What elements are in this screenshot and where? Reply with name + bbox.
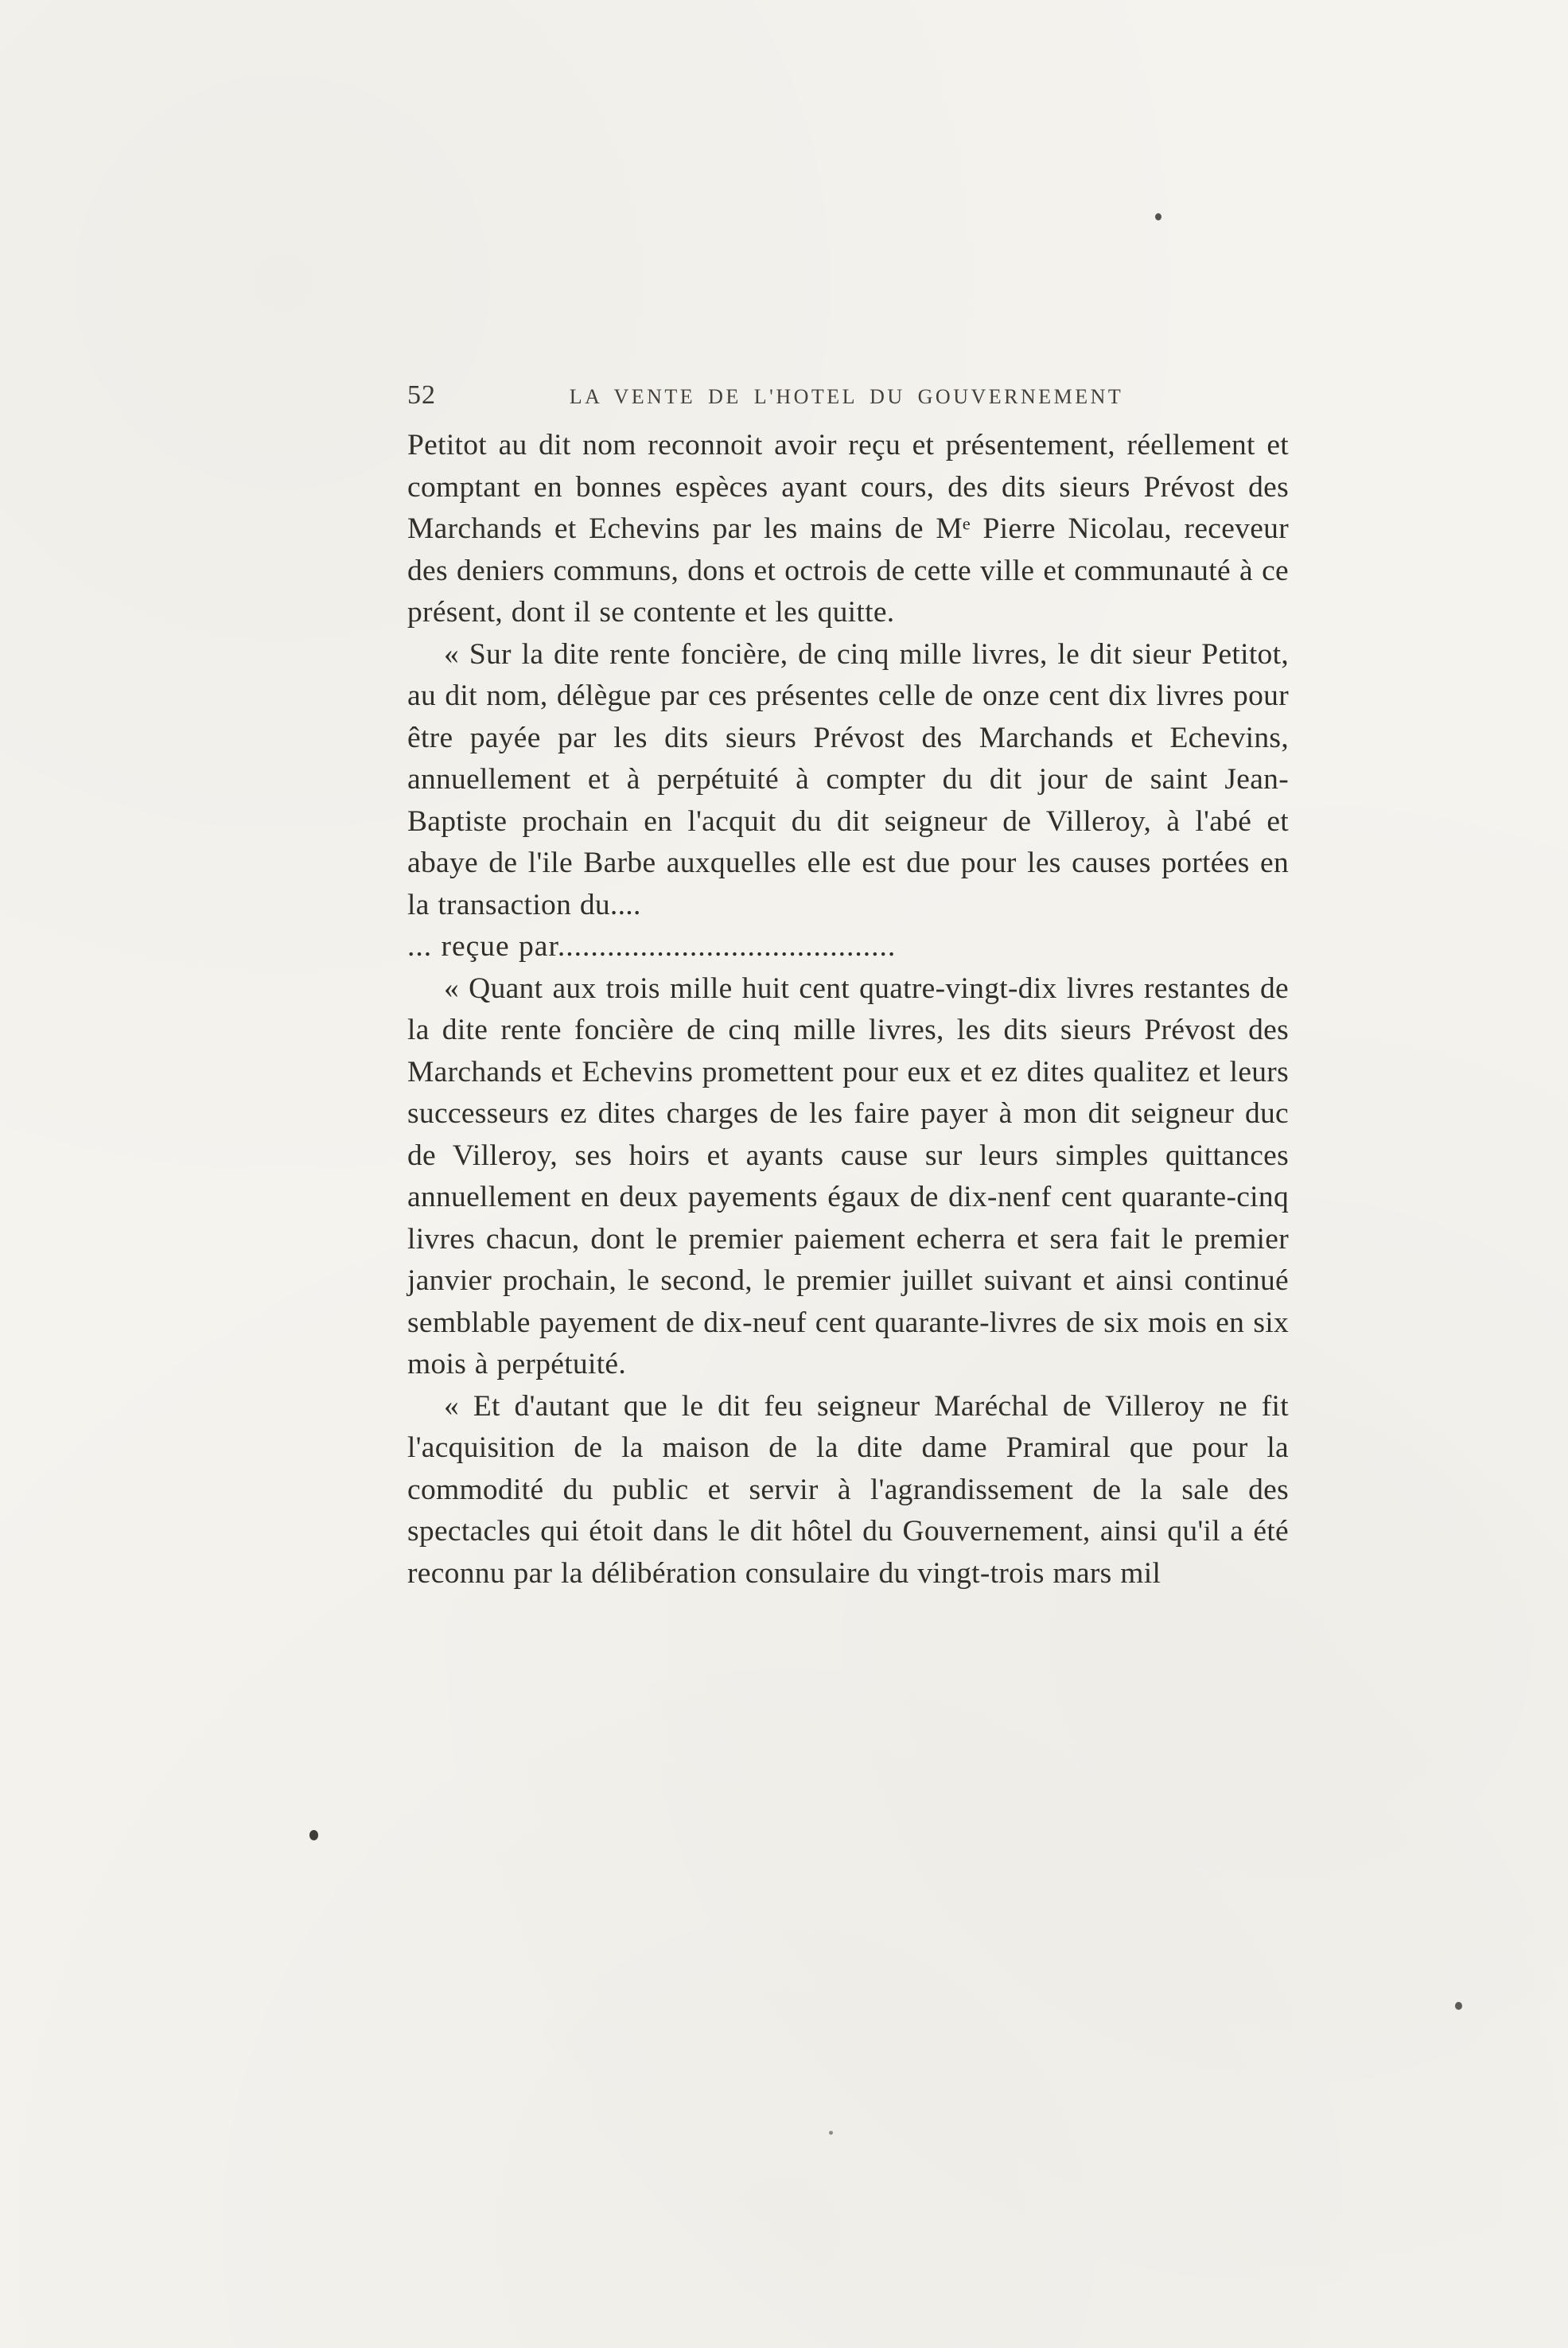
- ink-speck: [309, 1830, 318, 1840]
- ink-speck: [829, 2131, 833, 2135]
- paragraph: « Sur la dite rente foncière, de cinq mille livres, le dit sieur Petitot, au dit nom, délègue par ces présentes celle de onze cent dix livres pour être payée par les dits sieurs Prévost des Marchands et Echevins, annuellement et à perpétuité à compter du dit jour de saint Jean-Baptiste prochain en l'acquit du dit seigneur de Villeroy, à l'abé et abaye de l'ile Barbe auxquelles elle est due pour les causes portées en la transaction du....: [407, 637, 1289, 921]
- paragraph: « Quant aux trois mille huit cent quatre-vingt-dix livres restantes de la dite rente foncière de cinq mille livres, les dits sieurs Prévost des Marchands et Echevins promettent pour eux et ez dites qualitez et leurs successeurs ez dites charges de les faire payer à mon dit seigneur duc de Villeroy, ses hoirs et ayants cause sur leurs simples quittances annuellement en deux payements égaux de dix-nenf cent quarante-cinq livres chacun, dont le premier paiement echerra et sera fait le premier janvier prochain, le second, le premier juillet suivant et ainsi continué semblable payement de dix-neuf cent quarante-livres de six mois en six mois à perpétuité.: [407, 972, 1289, 1380]
- paragraph-ellipsis-line: ... reçue par.........................................: [407, 930, 897, 963]
- page-number: 52: [407, 380, 436, 410]
- running-head: [407, 380, 1289, 411]
- ink-speck: [1455, 2002, 1462, 2010]
- text-block: [407, 380, 1289, 1595]
- body-text: [407, 425, 1289, 1595]
- running-head-title: LA VENTE DE L'HOTEL DU GOUVERNEMENT: [569, 385, 1124, 408]
- paragraph: « Et d'autant que le dit feu seigneur Maréchal de Villeroy ne fit l'acquisition de la maison de la dite dame Pramiral que pour la commodité du public et servir à l'agrandissement de la sale des spectacles qui étoit dans le dit hôtel du Gouvernement, ainsi qu'il a été reconnu par la délibération consulaire du vingt-trois mars mil: [407, 1389, 1289, 1590]
- ink-speck: [1155, 213, 1161, 220]
- paragraph: Petitot au dit nom reconnoit avoir reçu et présentement, réellement et comptant en bonnes espèces ayant cours, des dits sieurs Prévost des Marchands et Echevins par les mains de Mᵉ Pierre Nicolau, receveur des deniers communs, dons et octrois de cette ville et communauté à ce présent, dont il se contente et les quitte.: [407, 429, 1289, 629]
